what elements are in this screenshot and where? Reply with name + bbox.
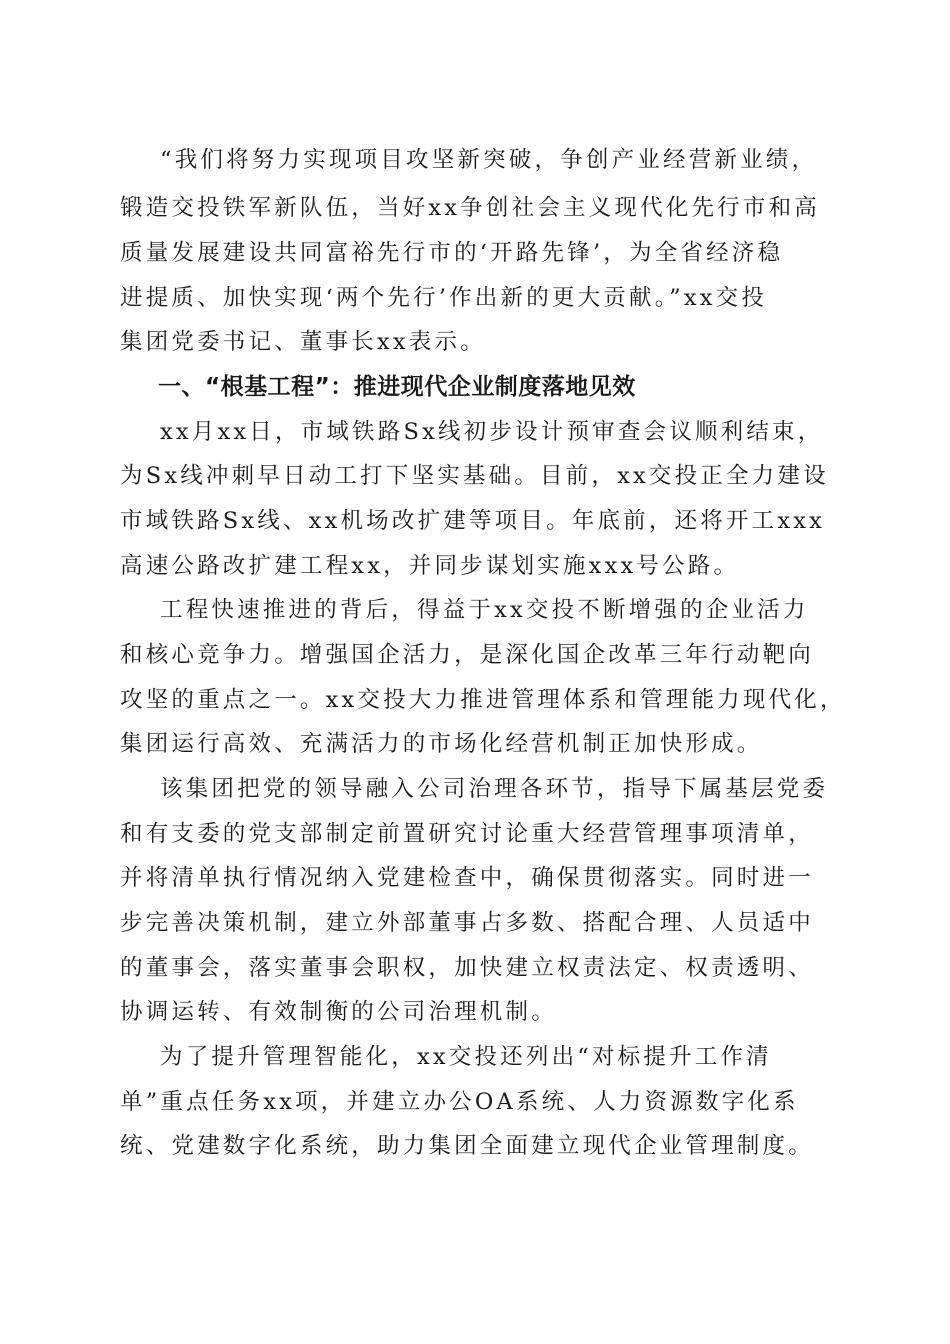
paragraph-2-line-3: 市域铁路Sx线、xx机场改扩建等项目。年底前，还将开工xxx [120,508,826,534]
paragraph-1-line-3: 质量发展建设共同富裕先行市的‘开路先锋’，为全省经济稳 [120,240,784,266]
paragraph-3-line-2: 和核心竞争力。增强国企活力，是深化国企改革三年行动靶向 [120,642,814,668]
paragraph-1-line-1: “我们将努力实现项目攻坚新突破，争创产业经营新业绩， [160,147,818,173]
paragraph-5-line-3: 统、党建数字化系统，助力集团全面建立现代企业管理制度。 [120,1133,814,1159]
section-heading: 一、“根基工程”：推进现代企业制度落地见效 [158,374,636,400]
paragraph-3-line-4: 集团运行高效、充满活力的市场化经营机制正加快形成。 [120,731,763,757]
paragraph-3-line-3: 攻坚的重点之一。xx交投大力推进管理体系和管理能力现代化， [120,687,846,713]
paragraph-5-line-1: 为了提升管理智能化，xx交投还列出“对标提升工作清 [160,1044,772,1070]
paragraph-4-line-5: 的董事会，落实董事会职权，加快建立权责法定、权责透明、 [120,955,814,981]
paragraph-2-line-1: xx月xx日，市域铁路Sx线初步设计预审查会议顺利结束， [160,419,824,445]
paragraph-4-line-4: 步完善决策机制，建立外部董事占多数、搭配合理、人员适中 [120,910,814,936]
paragraph-4-line-2: 和有支委的党支部制定前置研究讨论重大经营管理事项清单， [120,821,814,847]
paragraph-1-line-4: 进提质、加快实现‘两个先行’作出新的更大贡献。”xx交投 [120,285,768,311]
paragraph-4-line-1: 该集团把党的领导融入公司治理各环节，指导下属基层党委 [160,776,829,802]
paragraph-2-line-2: 为Sx线冲刺早日动工打下坚实基础。目前，xx交投正全力建设 [120,463,829,489]
paragraph-1-line-2: 锻造交投铁军新队伍，当好xx争创社会主义现代化先行市和高 [120,195,820,221]
paragraph-3-line-1: 工程快速推进的背后，得益于xx交投不断增强的企业活力 [160,597,809,623]
paragraph-5-line-2: 单”重点任务xx项，并建立办公OA系统、人力资源数字化系 [120,1089,799,1115]
paragraph-4-line-3: 并将清单执行情况纳入党建检查中，确保贯彻落实。同时进一 [120,865,814,891]
paragraph-2-line-4: 高速公路改扩建工程xx，并同步谋划实施xxx号公路。 [120,553,740,579]
paragraph-4-line-6: 协调运转、有效制衡的公司治理机制。 [120,999,557,1025]
paragraph-1-line-5: 集团党委书记、董事长xx表示。 [120,329,486,355]
